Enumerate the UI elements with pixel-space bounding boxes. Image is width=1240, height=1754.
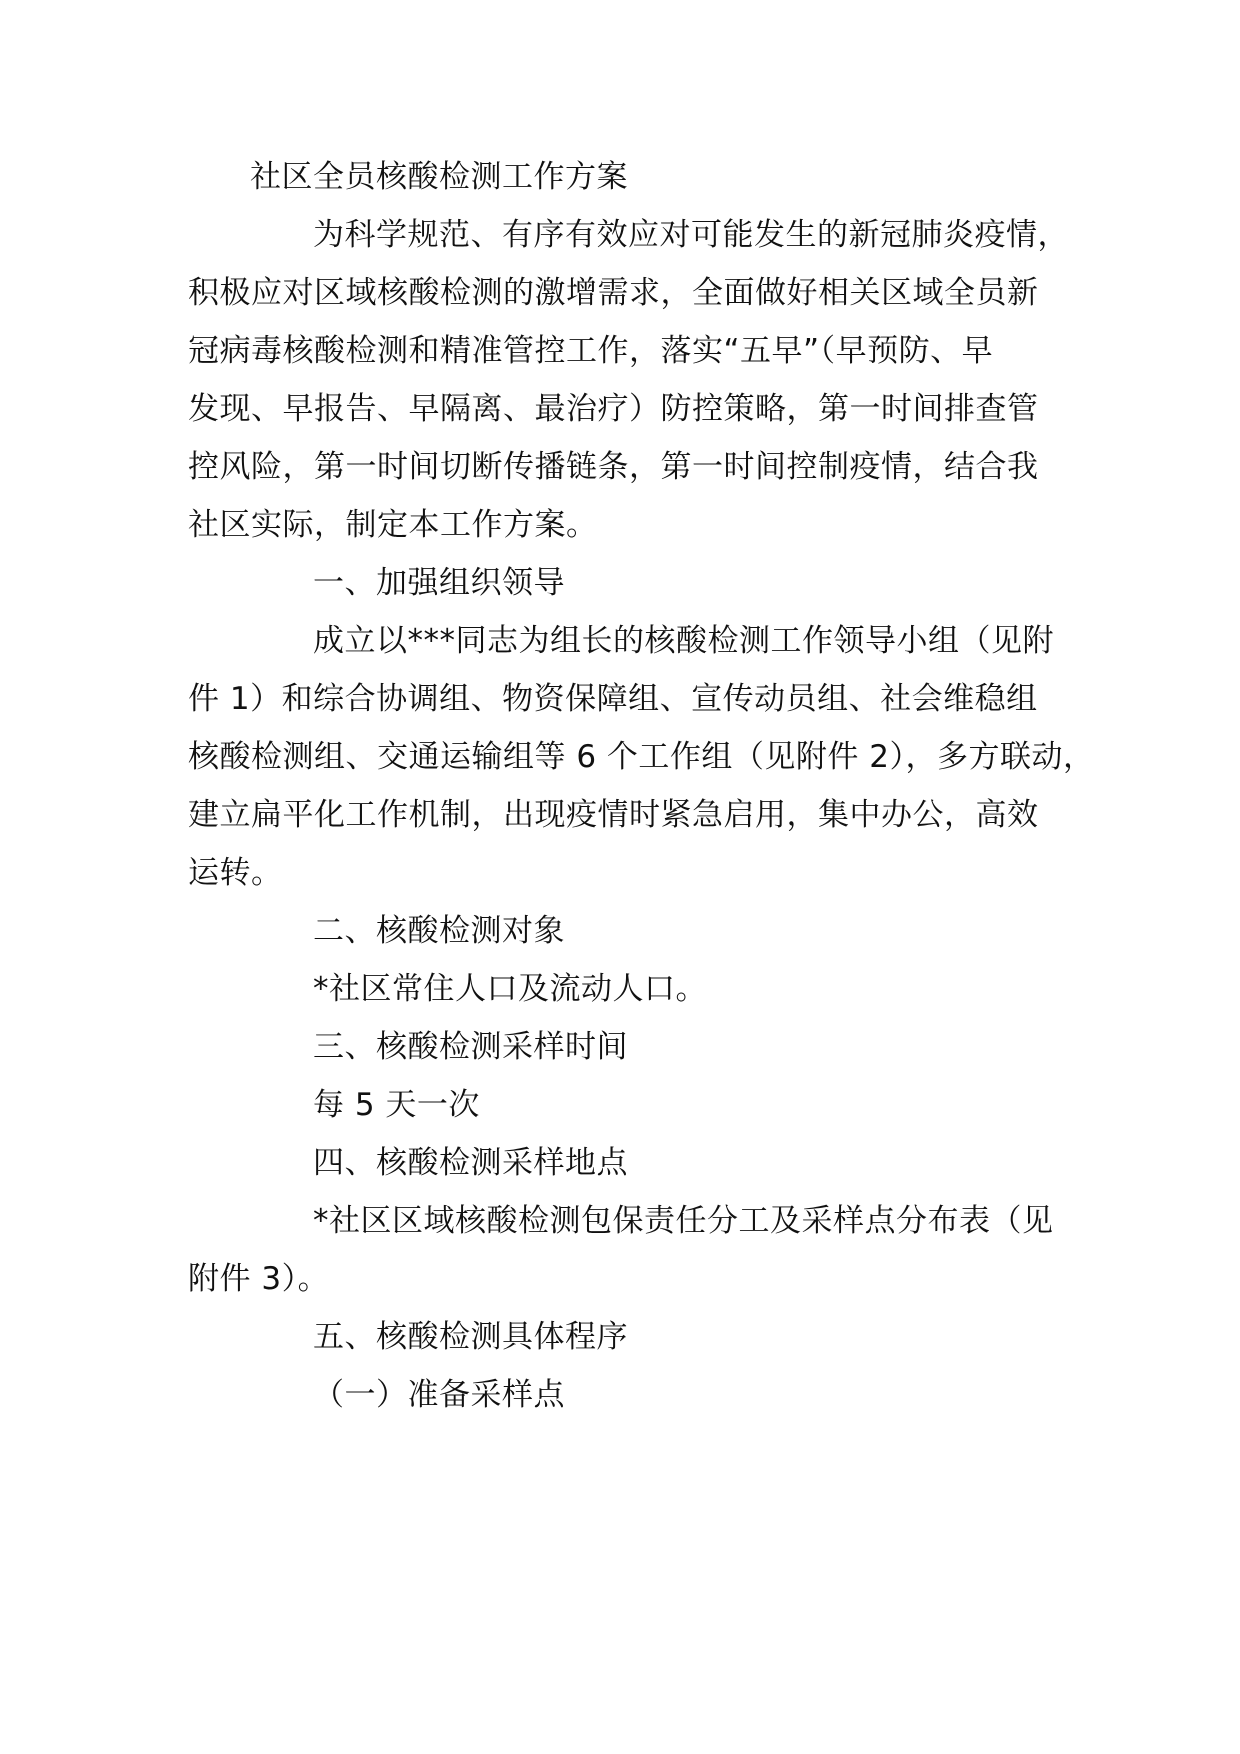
section-heading: 二、核酸检测对象 — [313, 913, 565, 949]
intro-line: 控风险，第一时间切断传播链条，第一时间控制疫情，结合我 — [188, 449, 1039, 485]
intro-line: 发现、早报告、早隔离、最治疗）防控策略，第一时间排查管 — [188, 391, 1039, 427]
section1-line: 件 1）和综合协调组、物资保障组、宣传动员组、社会维稳组 — [188, 681, 1038, 717]
section1-line: 建立扁平化工作机制，出现疫情时紧急启用，集中办公，高效 — [188, 797, 1039, 833]
section1-line: 核酸检测组、交通运输组等 6 个工作组（见附件 2），多方联动， — [188, 739, 1095, 775]
intro-line: 社区实际，制定本工作方案。 — [188, 507, 598, 543]
section4-line: *社区区域核酸检测包保责任分工及采样点分布表（见 — [313, 1203, 1054, 1239]
section4-line: 附件 3）。 — [188, 1261, 330, 1297]
document-title: 社区全员核酸检测工作方案 — [250, 159, 628, 195]
intro-line: 积极应对区域核酸检测的激增需求，全面做好相关区域全员新 — [188, 275, 1039, 311]
section-heading: 三、核酸检测采样时间 — [313, 1029, 628, 1065]
intro-line: 冠病毒核酸检测和精准管控工作，落实“五早”（早预防、早 — [188, 333, 994, 369]
section-heading: 四、核酸检测采样地点 — [313, 1145, 628, 1181]
section1-line: 运转。 — [188, 855, 283, 891]
subsection-heading: （一）准备采样点 — [313, 1377, 565, 1413]
section1-line: 成立以***同志为组长的核酸检测工作领导小组（见附 — [313, 623, 1054, 659]
section-heading: 五、核酸检测具体程序 — [313, 1319, 628, 1355]
section2-line: *社区常住人口及流动人口。 — [313, 971, 707, 1007]
section-heading: 一、加强组织领导 — [313, 565, 565, 601]
section3-line: 每 5 天一次 — [313, 1087, 480, 1123]
intro-line: 为科学规范、有序有效应对可能发生的新冠肺炎疫情， — [313, 217, 1069, 253]
